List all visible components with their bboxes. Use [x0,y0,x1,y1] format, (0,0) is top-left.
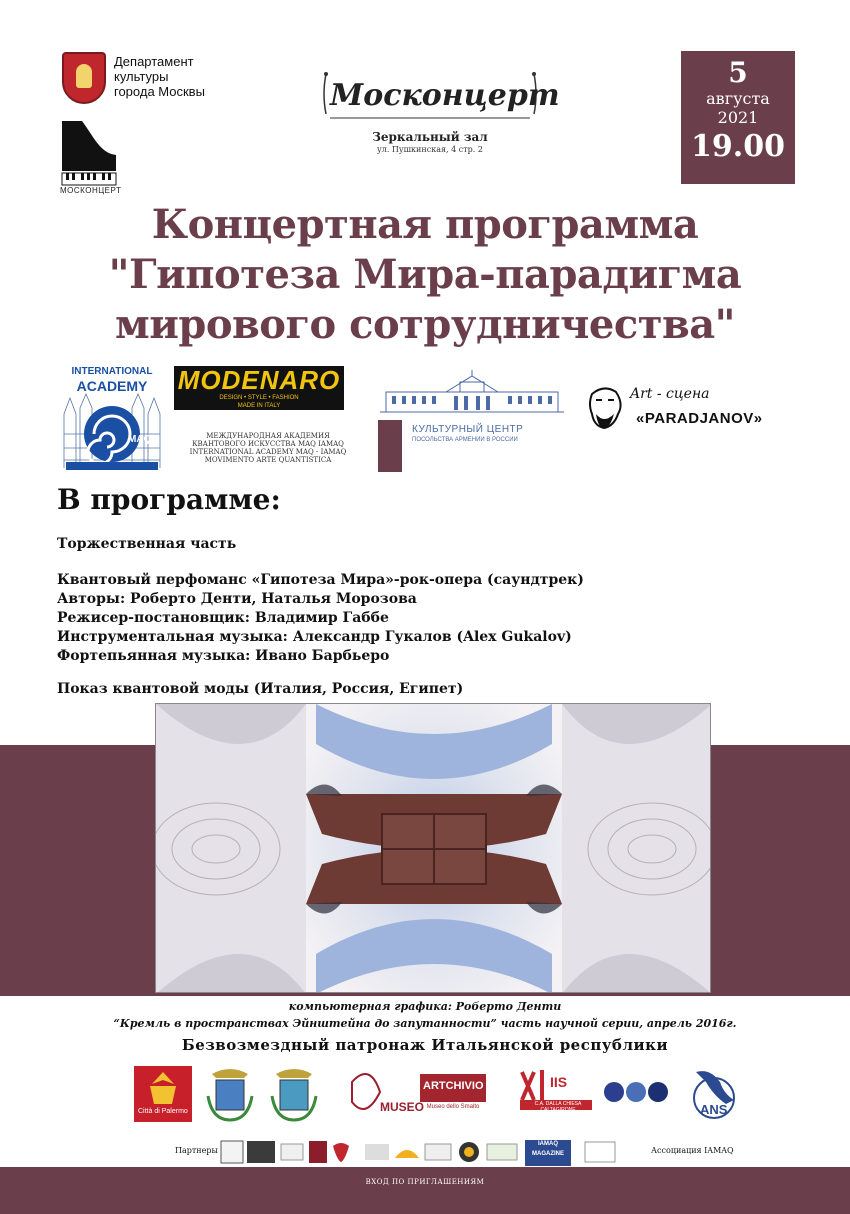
iamaq-magazine: MAGAZINE [532,1151,564,1157]
concert-title [40,200,810,350]
modenaro-name: MODENARO [177,365,341,395]
fractal-artwork-drawing [156,704,711,993]
sponsor-logos-drawing [130,1060,750,1126]
cultural-center-title: КУЛЬТУРНЫЙ ЦЕНТР [412,424,524,435]
piano-logo-icon [60,117,118,187]
partner-logos-drawing [175,1138,715,1168]
program-item: Режисер-постановщик: Владимир Габбе [57,610,389,626]
artwork-credit: компьютерная графика: Роберто Денти [288,1000,562,1013]
title-line-3: мирового сотрудничества" [114,301,736,348]
palermo-label: Città di Palermo [138,1108,188,1115]
date-year: 2021 [717,108,759,127]
academy-desc-line-4: MOVIMENTO ARTE QUANTISTICA [204,456,332,464]
partners-logos-row [175,1138,715,1168]
academy-line-2: ACADEMY [76,378,148,394]
museo-label: MUSEO [380,1100,425,1114]
academy-line-1: INTERNATIONAL [71,366,153,377]
program-item: Авторы: Роберто Денти, Наталья Морозова [57,591,417,607]
ans-label: ANS [700,1102,728,1117]
modenaro-made-in: MADE IN ITALY [237,403,281,409]
partners-label: Партнеры [175,1146,218,1155]
moscow-coat-of-arms-icon [62,52,106,104]
date-box [681,51,795,184]
paradjanov-portrait-icon [584,384,626,430]
hall-address: ул. Пушкинская, 4 стр. 2 [377,145,483,154]
program-heading: В программе: [57,483,281,516]
cultural-center-bar [378,420,402,472]
program-list [57,571,584,666]
academy-description [183,432,353,464]
cultural-center-subtitle: ПОСОЛЬСТВА АРМЕНИИ В РОССИИ [412,437,518,443]
academy-badge: MAQ [128,434,152,445]
department-line-1: Департамент [114,54,194,69]
admission-note: ВХОД ПО ПРИГЛАШЕНИЯМ [365,1178,485,1186]
department-line-2: культуры [114,69,169,84]
art-scena-label: Art - сцена [630,386,710,402]
date-time: 19.00 [691,129,785,164]
date-month: августа [706,89,770,108]
artchivio-subtitle: Museo dello Smalto [426,1104,480,1110]
title-line-2: "Гипотеза Мира-парадигма [108,251,742,298]
program-item: Фортепьянная музыка: Ивано Барбьеро [57,648,390,664]
iamaq-badge: IAMAQ [538,1141,558,1147]
program-item: Инструментальная музыка: Александр Гукалов (Alex Gukalov) [57,629,572,645]
footer-band [0,1167,850,1214]
academy-desc-line-3: INTERNATIONAL ACADEMY MAQ - IAMAQ [189,448,347,456]
iis-label: IIS [550,1074,568,1090]
date-day: 5 [728,56,748,89]
academy-desc-line-2: КВАНТОВОГО ИСКУССТВА MAQ IAMAQ [192,440,344,448]
hall-name: Зеркальный зал [372,130,488,144]
department-of-culture-label [114,54,234,99]
patronage-line: Безвозмездный патронаж Итальянской республики [181,1036,669,1054]
modenaro-logo [174,366,344,410]
palace-drawing-icon [376,368,568,416]
department-line-3: города Москвы [114,84,205,99]
sponsor-logos-row [130,1060,750,1126]
paradjanov-label: «PARADJANOV» [636,410,763,427]
academy-desc-line-1: МЕЖДУНАРОДНАЯ АКАДЕМИЯ [206,432,330,440]
program-item: Квантовый перфоманс «Гипотеза Мира»-рок-опера (саундтрек) [57,572,584,588]
mosconcert-caption: МОСКОНЦЕРТ [60,186,122,195]
modenaro-subtitle: DESIGN • STYLE • FASHION [219,395,299,401]
program-fashion-show: Показ квантовой моды (Италия, Россия, Египет) [57,681,464,697]
artwork-series: “Кремль в пространствах Эйнштейна до запутанности” часть научной серии, апрель 2016г. [113,1017,737,1030]
iis-subtitle: C.A. DALLA CHIESA CALTAGIRONE [534,1101,582,1113]
fractal-artwork-image [155,703,711,993]
title-line-1: Концертная программа [151,201,699,248]
artchivio-label: ARTCHIVIO [423,1080,484,1092]
mosconcert-logo-text: Москонцерт [330,78,560,113]
association-label: Ассоциация IAMAQ [651,1146,734,1155]
program-ceremony: Торжественная часть [57,536,237,552]
international-academy-logo [56,364,168,472]
